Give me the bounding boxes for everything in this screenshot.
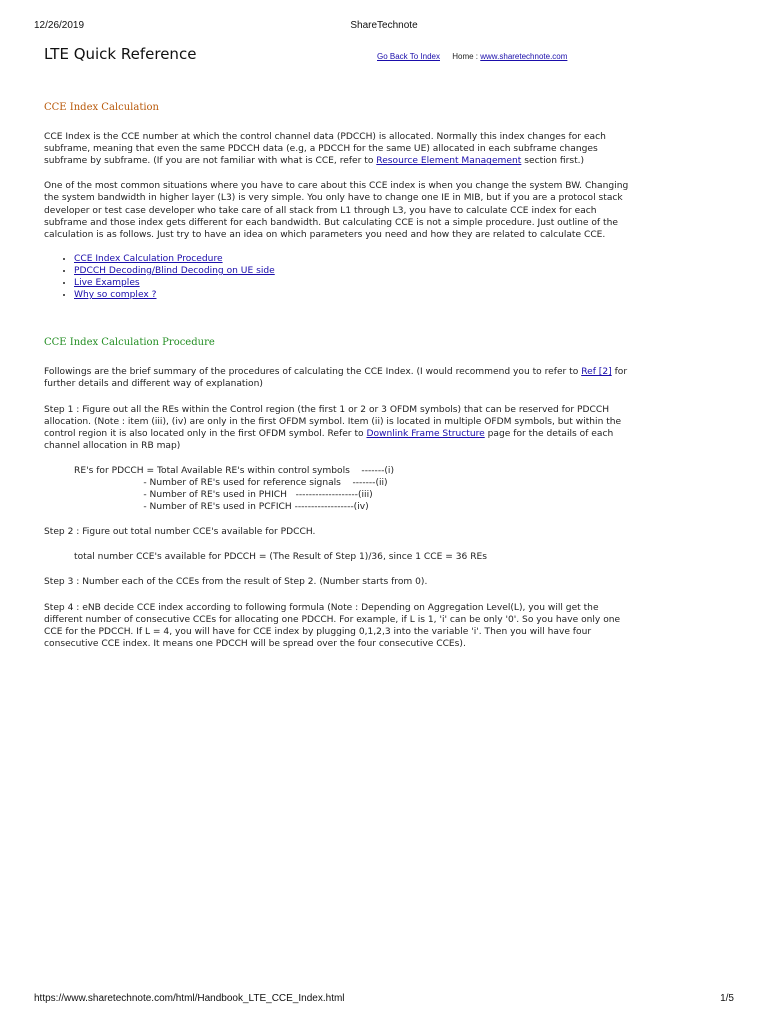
formula-line: - Number of RE's used in PHICH -------------------(iii): [74, 490, 373, 501]
intro-tail: section first.): [521, 156, 585, 167]
go-back-to-index-link[interactable]: Go Back To Index: [377, 52, 440, 61]
home-label: Home :: [452, 52, 481, 61]
toc-item: [74, 265, 636, 277]
formula-line: - Number of RE's used for reference signals -------(ii): [74, 477, 388, 488]
procedure-intro-tail: for further details and different way of explanation): [44, 367, 628, 390]
system-bw-paragraph: One of the most common situations where you have to care about this CCE index is when you change the system BW. Changing the system bandwidth in higher layer (L3) is very simple. You only have to change one IE in MIB, but if you are a protocol stack developer or test case developer who take care of all stack from L1 through L3, you have to calculate CCE index for each subframe and those index gets different for each bandwidth. But calculating CCE is not a simple procedure. Just outline of the calculation is as follows. Just try to have an idea on which parameters you need and how they are related to calculate CCE.: [44, 181, 629, 240]
step-1-tail: page for the details of each channel allocation in RB map): [44, 428, 614, 451]
top-links: [377, 52, 567, 61]
table-of-contents: [44, 253, 636, 301]
toc-item: [74, 253, 636, 265]
toc-link-calculation-procedure[interactable]: CCE Index Calculation Procedure: [74, 253, 223, 264]
step-3: Step 3 : Number each of the CCEs from the result of Step 2. (Number starts from 0).: [44, 577, 428, 588]
ref-2-link[interactable]: Ref [2]: [581, 367, 612, 378]
formula-line: RE's for PDCCH = Total Available RE's within control symbols -------(i): [74, 465, 395, 476]
toc-item: [74, 277, 636, 289]
toc-link-live-examples[interactable]: Live Examples: [74, 278, 140, 289]
section-heading-procedure: CCE Index Calculation Procedure: [44, 337, 215, 349]
step-2: Step 2 : Figure out total number CCE's available for PDCCH.: [44, 527, 316, 538]
toc-link-why-so-complex[interactable]: Why so complex ?: [74, 290, 157, 301]
article-content: [44, 102, 636, 650]
step-2-formula: total number CCE's available for PDCCH = (The Result of Step 1)/36, since 1 CCE = 36 REs: [74, 552, 488, 563]
print-url: https://www.sharetechnote.com/html/Handbook_LTE_CCE_Index.html: [34, 993, 345, 1004]
section-heading-cce-index: CCE Index Calculation: [44, 102, 159, 113]
step-1-text: Step 1 : Figure out all the REs within the Control region (the first 1 or 2 or 3 OFDM symbols) that can be reserved for PDCCH allocation. (Note : item (iii), (iv) are only in the first OFDM symbol. Item (ii) is located in multiple OFDM symbols, but within the control region it is also located only in the first OFDM symbol. Refer to: [44, 404, 622, 439]
print-date: 12/26/2019: [34, 20, 85, 31]
procedure-intro: [44, 366, 636, 390]
home-site-link[interactable]: www.sharetechnote.com: [480, 52, 568, 61]
intro-text: CCE Index is the CCE number at which the control channel data (PDCCH) is allocated. Normally this index changes for each subframe, meaning that even the same PDCCH data (e.g, a PDCCH for the same UE) allocated in each subframe changes subframe by subframe. (If you are not familiar with what is CCE, refer to: [44, 132, 606, 167]
step-4: Step 4 : eNB decide CCE index according to following formula (Note : Depending on Aggregation Level(L), you will get the different number of consecutive CCEs for allocating one PDCCH. For example, if L is 1, 'i' can be only '0'. So you have only one CCE for the PDCCH. If L = 4, you will have for CCE index by plugging 0,1,2,3 into the variable 'i'. Then you will have four consecutive CCE index. It means one PDCCH will be spread over the four consecutive CCEs).: [44, 602, 621, 649]
print-header: [0, 20, 768, 34]
resource-element-management-link[interactable]: Resource Element Management: [376, 156, 522, 167]
page-title: LTE Quick Reference: [44, 45, 197, 63]
intro-paragraph: [44, 131, 636, 167]
print-footer: [0, 993, 768, 1007]
print-page-number: 1/5: [720, 993, 734, 1004]
formula-line: - Number of RE's used in PCFICH ------------------(iv): [74, 502, 369, 513]
toc-link-pdcch-decoding[interactable]: PDCCH Decoding/Blind Decoding on UE side: [74, 265, 275, 276]
downlink-frame-structure-link[interactable]: Downlink Frame Structure: [366, 428, 485, 439]
re-formula-block: [44, 465, 636, 513]
toc-item: [74, 289, 636, 301]
print-site-name: ShareTechnote: [350, 20, 418, 31]
step-1: [44, 404, 636, 452]
procedure-intro-text: Followings are the brief summary of the procedures of calculating the CCE Index. (I would recommend you to refer to: [44, 367, 582, 378]
